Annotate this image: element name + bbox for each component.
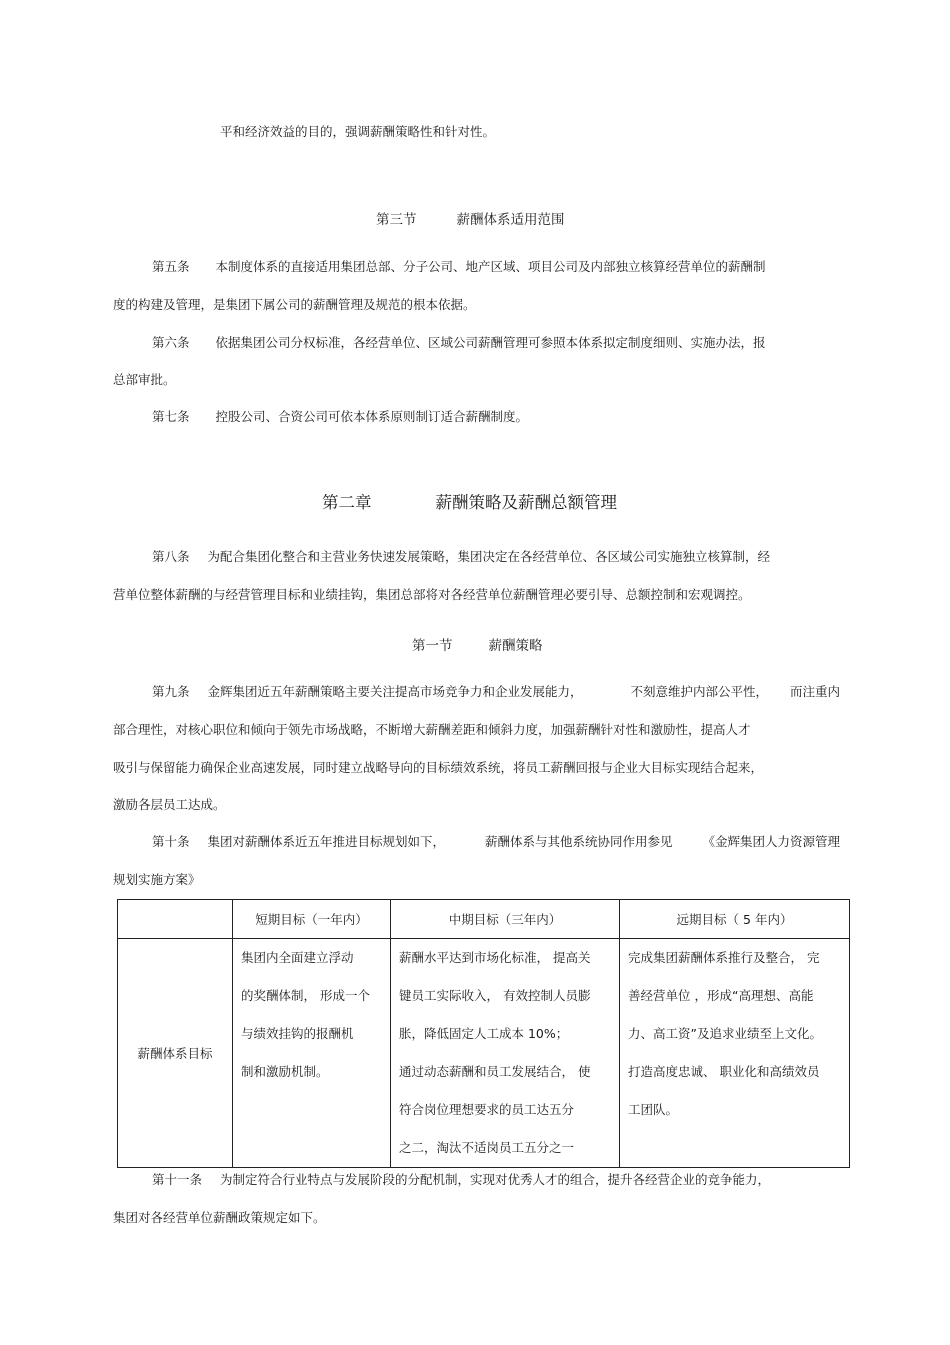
cell-line: 之二，淘汰不适岗员工五分之一 <box>399 1140 575 1155</box>
row-label-cell: 薪酬体系目标 <box>118 939 233 1168</box>
cell-line: 键员工实际收入， 有效控制人员膨 <box>399 988 591 1003</box>
article-8-line-2: 营单位整体薪酬的与经营管理目标和业绩挂钩，集团总部将对各经营单位薪酬管理必要引导、总额控制和宏观调控。 <box>113 587 751 602</box>
cell-line: 工团队。 <box>628 1102 679 1117</box>
cell-line: 制和激励机制。 <box>241 1064 329 1079</box>
article-5-line-1 <box>152 259 766 275</box>
salary-goals-table <box>117 899 850 1168</box>
article-text: 集团对薪酬体系近五年推进目标规划如下， <box>207 834 446 849</box>
section-title: 薪酬策略 <box>488 638 543 654</box>
cell-line: 通过动态薪酬和员工发展结合， 使 <box>399 1064 591 1079</box>
table-header-cell: 远期目标（ 5 年内） <box>620 900 850 939</box>
article-8-line-1 <box>152 549 770 565</box>
cell-line: 完成集团薪酬体系推行及整合， 完 <box>628 950 820 965</box>
section-title: 薪酬体系适用范围 <box>456 212 565 228</box>
article-number: 第十一条 <box>152 1172 203 1187</box>
cell-line: 善经营单位 ，形成“高理想、高能 <box>628 988 814 1003</box>
article-11-line-2: 集团对各经营单位薪酬政策规定如下。 <box>113 1210 326 1225</box>
article-text: 金辉集团近五年薪酬策略主要关注提高市场竞争力和企业发展能力， <box>207 684 583 699</box>
article-text: 为配合集团化整合和主营业务快速发展策略，集团决定在各经营单位、各区域公司实施独立核算制，经 <box>207 549 771 564</box>
article-text: 依据集团公司分权标准，各经营单位、区域公司薪酬管理可参照本体系拟定制度细则、实施办法，报 <box>215 335 766 350</box>
article-number: 第五条 <box>152 259 190 274</box>
cell-line: 的奖酬体制， 形成一个 <box>241 988 370 1003</box>
cell-line: 薪酬水平达到市场化标准， 提高关 <box>399 950 591 965</box>
chapter-number: 第二章 <box>322 493 372 512</box>
article-9-line-4: 激励各层员工达成。 <box>113 797 226 812</box>
section-3-heading <box>376 211 565 229</box>
table-header-cell: 中期目标（三年内） <box>391 900 620 939</box>
article-7-line-1 <box>152 409 528 425</box>
article-9-line-1 <box>152 684 840 700</box>
mid-term-cell <box>391 939 620 1168</box>
article-text: 薪酬体系与其他系统协同作用参见 <box>485 834 673 849</box>
article-10-line-2: 规划实施方案》 <box>113 872 201 887</box>
article-10-line-1 <box>152 834 840 850</box>
article-text: 而注重内 <box>790 684 841 699</box>
article-text: 为制定符合行业特点与发展阶段的分配机制，实现对优秀人才的组合，提升各经营企业的竞争能力， <box>220 1172 771 1187</box>
section-number: 第三节 <box>376 212 417 228</box>
cell-line: 打造高度忠诚、 职业化和高绩效员 <box>628 1064 820 1079</box>
article-text: 本制度体系的直接适用集团总部、分子公司、地产区域、项目公司及内部独立核算经营单位的薪酬制 <box>215 259 766 274</box>
article-number: 第十条 <box>152 834 190 849</box>
article-number: 第六条 <box>152 335 190 350</box>
table-header-cell: 短期目标（一年内） <box>233 900 391 939</box>
section-number: 第一节 <box>412 638 453 654</box>
article-6-line-2: 总部审批。 <box>113 372 176 387</box>
article-number: 第九条 <box>152 684 190 699</box>
cell-line: 力、高工资”及追求业绩至上文化。 <box>628 1026 822 1041</box>
table-row <box>118 939 850 1168</box>
cell-line: 与绩效挂钩的报酬机 <box>241 1026 354 1041</box>
article-11-line-1 <box>152 1172 770 1188</box>
short-term-cell <box>233 939 391 1168</box>
cell-line: 符合岗位理想要求的员工达五分 <box>399 1102 575 1117</box>
article-text: 不刻意维护内部公平性， <box>630 684 769 699</box>
article-text: 控股公司、合资公司可依本体系原则制订适合薪酬制度。 <box>215 409 529 424</box>
cell-line: 胀，降低固定人工成本 10%； <box>399 1026 569 1041</box>
article-9-line-3: 吸引与保留能力确保企业高速发展，同时建立战略导向的目标绩效系统，将员工薪酬回报与企业大目标实现结合起来， <box>113 760 764 775</box>
article-6-line-1 <box>152 335 766 351</box>
article-number: 第七条 <box>152 409 190 424</box>
table-header-cell <box>118 900 233 939</box>
cell-line: 集团内全面建立浮动 <box>241 950 354 965</box>
section-1-heading <box>412 637 543 655</box>
chapter-2-heading <box>322 493 617 513</box>
article-text: 《金辉集团人力资源管理 <box>702 834 841 849</box>
article-9-line-2: 部合理性，对核心职位和倾向于领先市场战略，不断增大薪酬差距和倾斜力度，加强薪酬针对性和激励性，提高人才 <box>113 722 751 737</box>
continuation-text: 平和经济效益的目的，强调薪酬策略性和针对性。 <box>220 124 496 139</box>
chapter-title: 薪酬策略及薪酬总额管理 <box>435 493 617 512</box>
article-number: 第八条 <box>152 549 190 564</box>
article-5-line-2: 度的构建及管理，是集团下属公司的薪酬管理及规范的根本依据。 <box>113 297 476 312</box>
long-term-cell <box>620 939 850 1168</box>
